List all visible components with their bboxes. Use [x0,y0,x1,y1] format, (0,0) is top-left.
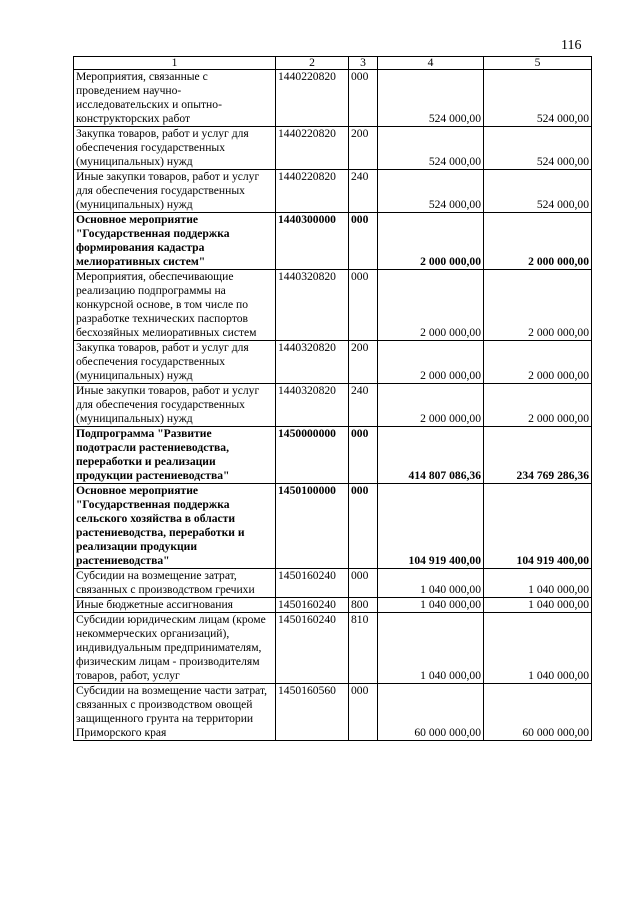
row-name-cell: Субсидии на возмещение части затрат, связанных с производством овощей защищенного грунта на территории Приморского края [74,684,276,741]
header-cell-1: 1 [74,57,276,70]
header-cell-3: 3 [349,57,378,70]
row-name-cell: Субсидии юридическим лицам (кроме некоммерческих организаций), индивидуальным предпринимателям, физическим лицам - производителям товаров, работ, услуг [74,613,276,684]
row-value-4-cell: 2 000 000,00 [378,213,484,270]
row-type-cell: 800 [349,598,378,613]
row-type-cell: 240 [349,170,378,213]
row-value-5-cell: 2 000 000,00 [484,213,592,270]
row-code-cell: 1440320820 [276,384,349,427]
row-type-cell: 000 [349,270,378,341]
header-cell-2: 2 [276,57,349,70]
header-cell-4: 4 [378,57,484,70]
row-type-cell: 200 [349,127,378,170]
table-row [74,170,592,213]
row-name-cell: Иные бюджетные ассигнования [74,598,276,613]
row-name-cell: Закупка товаров, работ и услуг для обеспечения государственных (муниципальных) нужд [74,127,276,170]
row-type-cell: 000 [349,569,378,598]
row-value-5-cell: 524 000,00 [484,127,592,170]
row-code-cell: 1440320820 [276,341,349,384]
row-value-5-cell: 1 040 000,00 [484,598,592,613]
row-code-cell: 1450000000 [276,427,349,484]
row-name-cell: Основное мероприятие "Государственная поддержка формирования кадастра мелиоративных систем" [74,213,276,270]
row-value-4-cell: 524 000,00 [378,70,484,127]
row-type-cell: 810 [349,613,378,684]
row-value-4-cell: 1 040 000,00 [378,598,484,613]
row-value-5-cell: 60 000 000,00 [484,684,592,741]
table-row [74,270,592,341]
row-code-cell: 1450160240 [276,613,349,684]
row-value-5-cell: 104 919 400,00 [484,484,592,569]
row-code-cell: 1440220820 [276,170,349,213]
table-header-row [74,57,592,70]
row-name-cell: Мероприятия, связанные с проведением научно-исследовательских и опытно-конструкторских работ [74,70,276,127]
row-value-4-cell: 2 000 000,00 [378,270,484,341]
row-code-cell: 1450160240 [276,598,349,613]
row-code-cell: 1450160560 [276,684,349,741]
row-name-cell: Мероприятия, обеспечивающие реализацию подпрограммы на конкурсной основе, в том числе по разработке технических паспортов бесхозяйных мелиоративных систем [74,270,276,341]
row-value-5-cell: 2 000 000,00 [484,341,592,384]
row-value-5-cell: 2 000 000,00 [484,270,592,341]
row-value-4-cell: 2 000 000,00 [378,341,484,384]
table-row [74,427,592,484]
row-code-cell: 1440320820 [276,270,349,341]
row-code-cell: 1440300000 [276,213,349,270]
table-row [74,613,592,684]
row-type-cell: 000 [349,70,378,127]
table-row [74,384,592,427]
row-value-5-cell: 1 040 000,00 [484,613,592,684]
row-name-cell: Иные закупки товаров, работ и услуг для обеспечения государственных (муниципальных) нужд [74,170,276,213]
table-row [74,341,592,384]
row-value-4-cell: 524 000,00 [378,170,484,213]
row-value-4-cell: 2 000 000,00 [378,384,484,427]
row-value-4-cell: 104 919 400,00 [378,484,484,569]
row-code-cell: 1440220820 [276,70,349,127]
row-name-cell: Субсидии на возмещение затрат, связанных с производством гречихи [74,569,276,598]
row-value-4-cell: 1 040 000,00 [378,613,484,684]
page-number: 116 [561,38,582,53]
row-type-cell: 000 [349,684,378,741]
row-value-5-cell: 524 000,00 [484,170,592,213]
row-value-5-cell: 234 769 286,36 [484,427,592,484]
table-row [74,127,592,170]
row-code-cell: 1440220820 [276,127,349,170]
row-value-4-cell: 60 000 000,00 [378,684,484,741]
row-code-cell: 1450100000 [276,484,349,569]
row-code-cell: 1450160240 [276,569,349,598]
row-value-5-cell: 1 040 000,00 [484,569,592,598]
table-row [74,70,592,127]
budget-table [73,56,592,741]
table-row [74,213,592,270]
row-type-cell: 240 [349,384,378,427]
row-name-cell: Подпрограмма "Развитие подотрасли растениеводства, переработки и реализации продукции растениеводства" [74,427,276,484]
row-name-cell: Основное мероприятие "Государственная поддержка сельского хозяйства в области растениеводства, переработки и реализации продукции растениеводства" [74,484,276,569]
header-cell-5: 5 [484,57,592,70]
row-type-cell: 000 [349,427,378,484]
table-row [74,684,592,741]
row-value-5-cell: 524 000,00 [484,70,592,127]
row-value-4-cell: 414 807 086,36 [378,427,484,484]
row-value-4-cell: 1 040 000,00 [378,569,484,598]
table-row [74,598,592,613]
row-value-5-cell: 2 000 000,00 [484,384,592,427]
table-row [74,484,592,569]
row-type-cell: 000 [349,484,378,569]
table-row [74,569,592,598]
row-type-cell: 000 [349,213,378,270]
row-type-cell: 200 [349,341,378,384]
row-name-cell: Иные закупки товаров, работ и услуг для обеспечения государственных (муниципальных) нужд [74,384,276,427]
row-name-cell: Закупка товаров, работ и услуг для обеспечения государственных (муниципальных) нужд [74,341,276,384]
row-value-4-cell: 524 000,00 [378,127,484,170]
